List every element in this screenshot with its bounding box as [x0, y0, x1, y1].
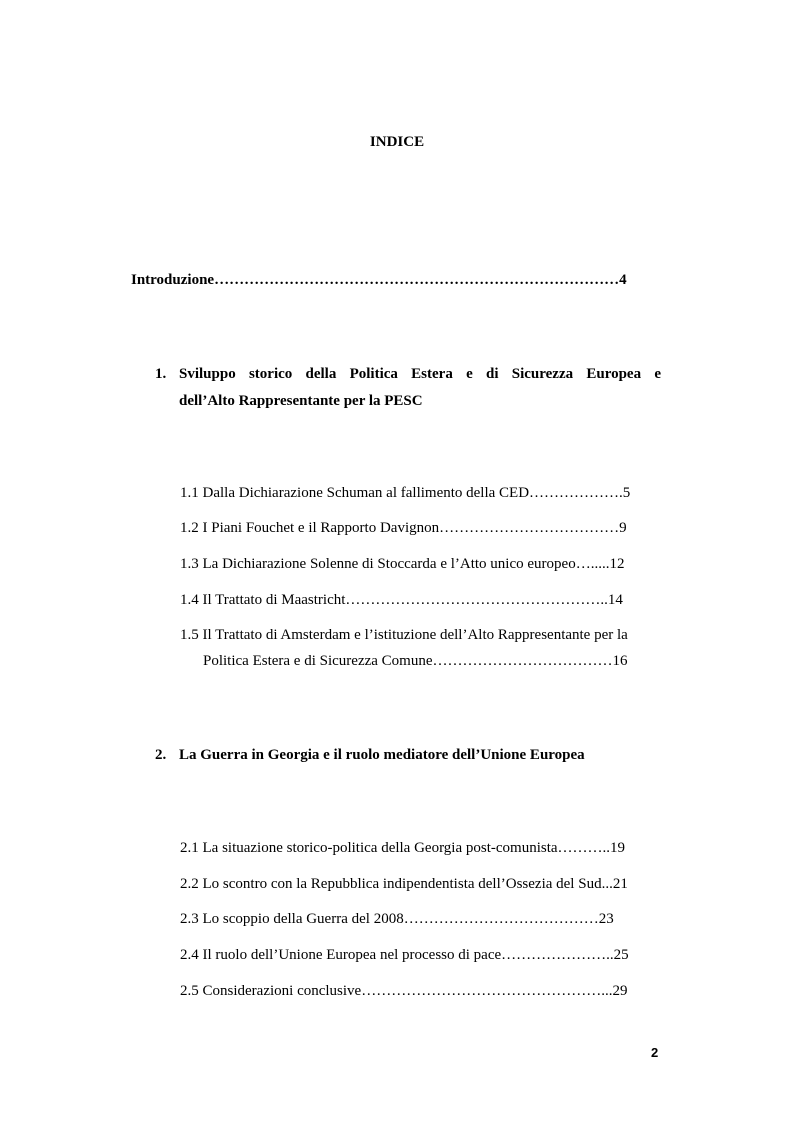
page-number: 2	[651, 1045, 659, 1060]
chapter-1-title-line2: dell’Alto Rappresentante per la PESC	[179, 393, 423, 409]
toc-entry-1-2[interactable]: 1.2 I Piani Fouchet e il Rapporto Davignon………………………………9	[180, 520, 627, 536]
toc-entry-2-1[interactable]: 2.1 La situazione storico-politica della Georgia post-comunista………..19	[180, 840, 626, 856]
toc-entry-2-3[interactable]: 2.3 Lo scoppio della Guerra del 2008…………………………………23	[180, 911, 614, 927]
chapter-1-heading[interactable]	[155, 366, 661, 410]
chapter-1-title-text: Sviluppo storico della Politica Estera e di Sicurezza Europea e	[179, 366, 661, 382]
toc-entry-2-2[interactable]: 2.2 Lo scontro con la Repubblica indipendentista dell’Ossezia del Sud...21	[180, 876, 628, 892]
toc-entry-1-1[interactable]: 1.1 Dalla Dichiarazione Schuman al fallimento della CED……………….5	[180, 485, 631, 501]
chapter-1-number: 1.	[155, 366, 167, 382]
chapter-2-title-text: La Guerra in Georgia e il ruolo mediatore dell’Unione Europea	[179, 747, 585, 763]
toc-entry-2-5[interactable]: 2.5 Considerazioni conclusive…………………………………………...29	[180, 983, 628, 999]
page-title: INDICE	[369, 134, 425, 150]
chapter-2-heading[interactable]	[155, 747, 585, 764]
toc-entry-1-4[interactable]: 1.4 Il Trattato di Maastricht……………………………………………..14	[180, 592, 623, 608]
toc-entry-1-5-line2: Politica Estera e di Sicurezza Comune………………………………16	[203, 653, 628, 669]
toc-entry-2-4[interactable]: 2.4 Il ruolo dell’Unione Europea nel processo di pace…………………..25	[180, 947, 629, 963]
toc-entry-introduction[interactable]: Introduzione………………………………………………………………………4	[131, 272, 627, 288]
toc-entry-1-5-line1: 1.5 Il Trattato di Amsterdam e l’istituzione dell’Alto Rappresentante per la	[180, 627, 628, 643]
chapter-2-number: 2.	[155, 747, 167, 763]
toc-entry-1-3[interactable]: 1.3 La Dichiarazione Solenne di Stoccarda e l’Atto unico europeo….....12	[180, 556, 625, 572]
chapter-1-title-line1	[155, 366, 661, 383]
toc-entry-1-5[interactable]	[180, 627, 660, 670]
